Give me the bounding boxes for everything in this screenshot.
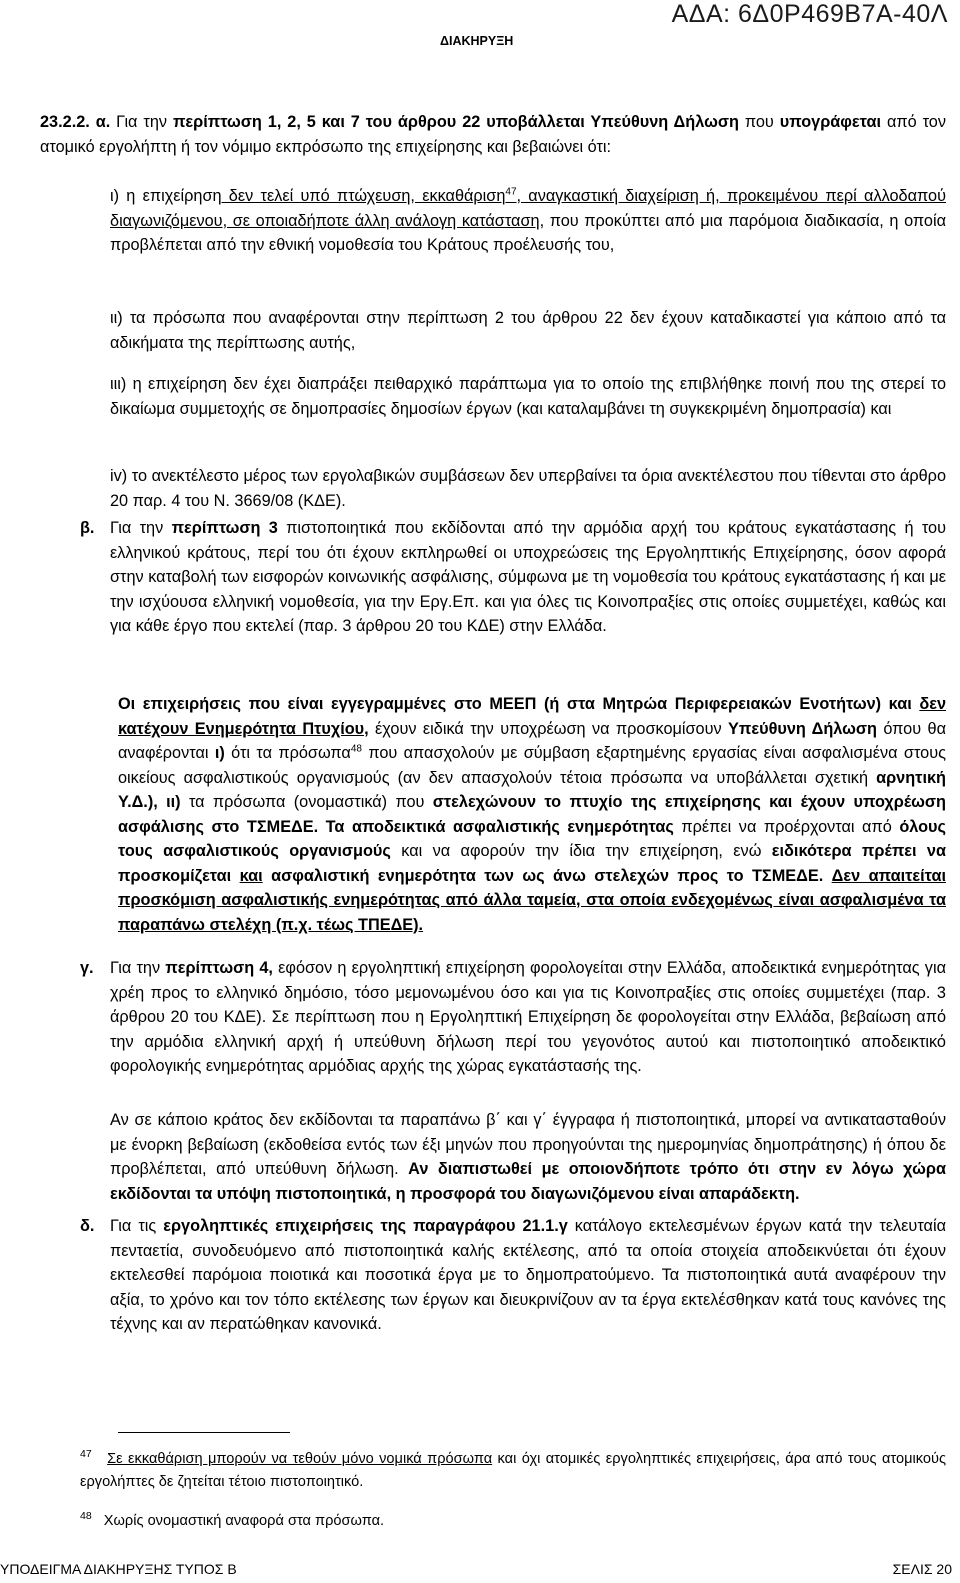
footnote-separator <box>118 1432 290 1433</box>
footnote-47: $^{47}$ Σε εκκαθάριση μπορούν να τεθούν μόνο νομικά πρόσωπα και όχι ατομικές εργοληπτικές επιχειρήσεις, άρα από τους ατομικούς εργολήπτες δε ζητείται τέτοιο πιστοποιητικό. <box>80 1448 946 1490</box>
footnote-48: $^{48}$ Χωρίς ονομαστική αναφορά στα πρόσωπα. <box>80 1510 385 1529</box>
ada-identifier: ΑΔΑ: 6Δ0Ρ469Β7Α-40Λ <box>671 0 948 28</box>
section-a-item-iv: iv) το ανεκτέλεστο μέρος των εργολαβικών συμβάσεων δεν υπερβαίνει τα όρια ανεκτέλεστου που τίθενται στο άρθρο 20 παρ. 4 του Ν. 3669/08 (ΚΔΕ). <box>110 467 946 510</box>
section-b-text: Για την περίπτωση 3 πιστοποιητικά που εκδίδονται από την αρμόδια αρχή του κράτους εγκατάστασης ή του ελληνικού κράτους, περί του ότι έχουν εκπληρωθεί οι υποχρεώσεις της Εργοληπτικής Επιχείρησης, όσον αφορά στην καταβολή των εισφορών κοινωνικής ασφάλισης, σύμφωνα με τη νομοθεσία του κράτους εγκατάστασης ή και με την ισχύουσα ελληνική νομοθεσία, για την Εργ.Επ. και για όλες τις Κοινοπραξίες στις οποίες συμμετέχει, καθώς και για κάθε έργο που εκτελεί (παρ. 3 άρθρου 20 του ΚΔΕ) στην Ελλάδα. <box>110 519 946 635</box>
footer-document-title: ΥΠΟΔΕΙΓΜΑ ΔΙΑΚΗΡΥΞΗΣ ΤΥΠΟΣ Β <box>0 1561 237 1577</box>
section-c-row <box>80 956 946 1079</box>
section-a-number: 23.2.2. α. <box>40 113 111 131</box>
section-b-registered-firms: Οι επιχειρήσεις που είναι εγγεγραμμένες στο ΜΕΕΠ (ή στα Μητρώα Περιφερειακών Ενοτήτων) και δεν κατέχουν Ενημερότητα Πτυχίου, έχουν ειδικά την υποχρέωση να προσκομίσουν Υπεύθυνη Δήλωση όπου θα αναφέρονται ι) ότι τα πρόσωπα$^{48}$ που απασχολούν με σύμβαση εξαρτημένης εργασίας είναι ασφαλισμένα στους οικείους ασφαλιστικούς οργανισμούς (αν δεν απασχολούν τέτοια πρόσωπα να υποβάλλεται σχετική αρνητική Υ.Δ.), ιι) τα πρόσωπα (ονομαστικά) που στελεχώνουν το πτυχίο της επιχείρησης και έχουν υποχρέωση ασφάλισης στο ΤΣΜΕΔΕ. Τα αποδεικτικά ασφαλιστικής ενημερότητας πρέπει να προέρχονται από όλους τους ασφαλιστικούς οργανισμούς και να αφορούν την ίδια την επιχείρηση, ενώ ειδικότερα πρέπει να προσκομίζεται και ασφαλιστική ενημερότητα των ως άνω στελεχών προς το ΤΣΜΕΔΕ. Δεν απαιτείται προσκόμιση ασφαλιστικής ενημερότητας από άλλα ταμεία, στα οποία ενδεχομένως είναι ασφαλισμένα τα παραπάνω στελέχη (π.χ. τέως ΤΠΕΔΕ). <box>118 695 947 934</box>
section-b-row <box>80 516 946 639</box>
section-a-item-iii: ιιι) η επιχείρηση δεν έχει διαπράξει πειθαρχικό παράπτωμα για το οποίο της επιβλήθηκε ποινή που της στερεί το δικαίωμα συμμετοχής σε δημοπρασίες δημοσίων έργων (και καταλαμβάνει τη συγκεκριμένη δημοπρασία) και <box>110 375 946 418</box>
footnote-ref-47: 47 <box>505 186 517 198</box>
section-c-text: Για την περίπτωση 4, εφόσον η εργοληπτική επιχείρηση φορολογείται στην Ελλάδα, αποδεικτικά ενημερότητας για χρέη προς το ελληνικό δημόσιο, τόσο μεμονωμένου όσο και για τις Κοινοπραξίες στις οποίες συμμετέχει (παρ. 3 άρθρου 20 του ΚΔΕ). Σε περίπτωση που η Εργοληπτική Επιχείρηση δε φορολογείται στην Ελλάδα, βεβαίωση από την αρμόδια ελληνική αρχή ή υπεύθυνη δήλωση περί του γεγονότος αυτού και πιστοποιητικό αποδεικτικό φορολογικής ενημερότητας αρμόδιας αρχής της χώρας εγκατάστασής της. <box>110 959 946 1075</box>
footnote-number: 47 <box>80 1448 92 1461</box>
footer-page-number: ΣΕΛΙΣ 20 <box>892 1561 952 1577</box>
section-a-item-ii: ιι) τα πρόσωπα που αναφέρονται στην περίπτωση 2 του άρθρου 22 δεν έχουν καταδικαστεί για κάποιο από τα αδικήματα της περίπτωσης αυτής, <box>110 309 946 352</box>
section-a-intro: 23.2.2. α. Για την περίπτωση 1, 2, 5 και 7 του άρθρου 22 υποβάλλεται Υπεύθυνη Δήλωση που υπογράφεται από τον ατομικό εργολήπτη ή τον νόμιμο εκπρόσωπο της επιχείρησης και βεβαιώνει ότι: <box>40 113 946 156</box>
section-d-text: Για τις εργοληπτικές επιχειρήσεις της παραγράφου 21.1.γ κατάλογο εκτελεσμένων έργων κατά την τελευταία πενταετία, συνοδευόμενο από πιστοποιητικά καλής εκτέλεσης, από τα οποία στοιχεία αποδεικνύεται ότι έχουν εκτελεσθεί παρόμοια ποιοτικά και ποσοτικά έργα με το δημοπρατούμενο. Τα πιστοποιητικά αυτά αναφέρουν την αξία, το χρόνο και τον τόπο εκτέλεσης των έργων και διευκρινίζουν αν τα έργα εκτελέσθηκαν κατά τους κανόνες της τέχνης και αν περατώθηκαν κανονικά. <box>110 1217 946 1333</box>
section-b-label: β. <box>80 519 95 537</box>
document-type-label: ΔΙΑΚΗΡΥΞΗ <box>440 34 514 48</box>
footnote-ref-48: 48 <box>350 743 362 755</box>
section-d-row <box>80 1214 946 1337</box>
section-c-label: γ. <box>80 959 94 977</box>
section-d-label: δ. <box>80 1217 95 1235</box>
section-c-sworn-statement: Αν σε κάποιο κράτος δεν εκδίδονται τα παραπάνω β΄ και γ΄ έγγραφα ή πιστοποιητικά, μπορεί να αντικατασταθούν με ένορκη βεβαίωση (εκδοθείσα εντός των έξι μηνών που προηγούνται της ημερομηνίας δημοπράτησης) ή όπου δε προβλέπεται, από υπεύθυνη δήλωση. Αν διαπιστωθεί με οποιονδήποτε τρόπο ότι στην εν λόγω χώρα εκδίδονται τα υπόψη πιστοποιητικά, η προσφορά του διαγωνιζόμενου είναι απαράδεκτη. <box>110 1111 946 1203</box>
footnote-number: 48 <box>80 1510 92 1523</box>
section-a-item-i: ι) η επιχείρηση δεν τελεί υπό πτώχευση, εκκαθάριση$^{47}$, αναγκαστική διαχείριση ή, προκειμένου περί αλλοδαπού διαγωνιζόμενου, σε οποιαδήποτε άλλη ανάλογη κατάσταση, που προκύπτει από μια παρόμοια διαδικασία, η οποία προβλέπεται από την εθνική νομοθεσία του Κράτους προέλευσής του, <box>110 186 946 254</box>
